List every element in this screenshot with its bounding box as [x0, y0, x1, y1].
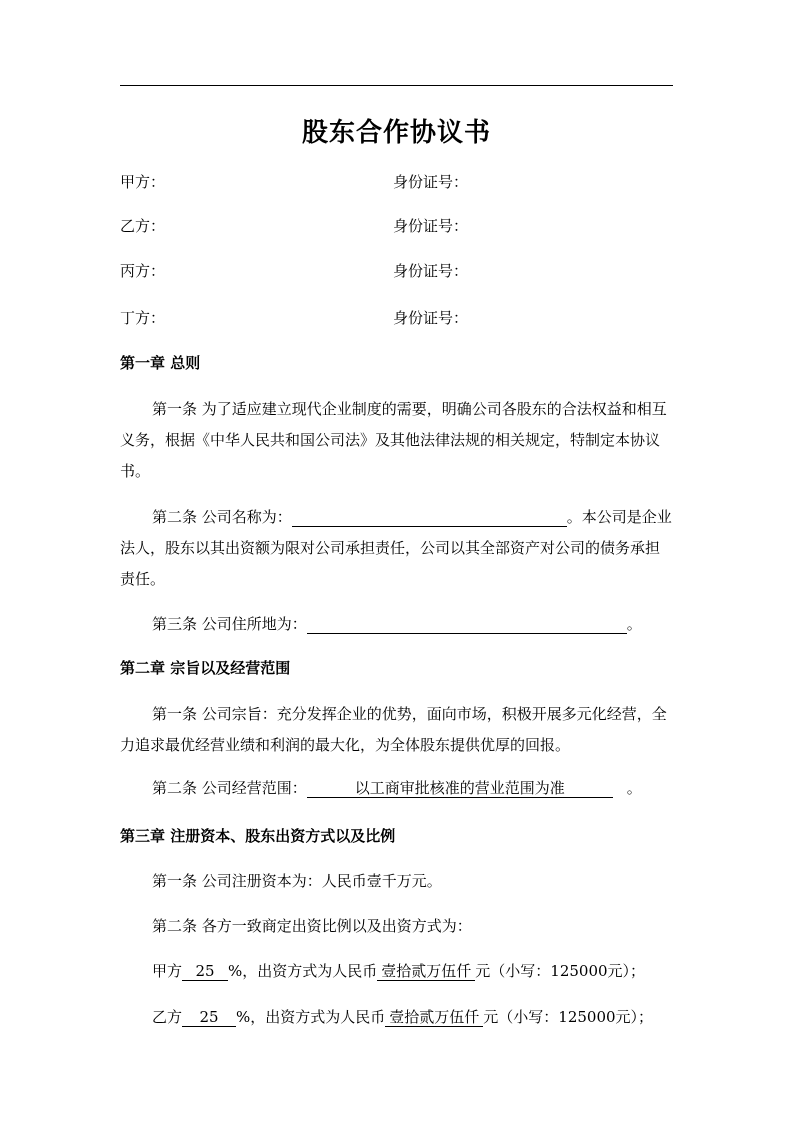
row-text: %，出资方式为人民币 — [228, 962, 378, 980]
article-text: 。本公司是企业法人，股东以其出资额为限对公司承担责任，公司以其全部资产对公司的债务承担责任。 — [120, 508, 672, 588]
amount-value: 壹拾贰万伍仟 — [377, 962, 475, 981]
percent-value: 25 — [182, 1008, 236, 1027]
article-paragraph — [120, 502, 673, 595]
article-text: 第三条 公司住所地为： — [152, 615, 307, 633]
business-scope-value: 以工商审批核准的营业范围为准 — [307, 779, 613, 798]
article-text: 第二条 公司名称为： — [152, 508, 292, 526]
id-label: 身份证号： — [393, 309, 469, 327]
article-paragraph: 第一条 公司注册资本为：人民币壹千万元。 — [152, 872, 442, 890]
party-label: 甲方： — [120, 173, 166, 191]
party-name: 乙方 — [152, 1008, 183, 1026]
article-text: 第二条 公司经营范围： — [152, 779, 307, 797]
party-label: 丙方： — [120, 262, 166, 280]
company-name-blank — [292, 508, 567, 527]
party-label: 乙方： — [120, 217, 166, 235]
article-text: 。 — [626, 779, 642, 797]
chapter-heading: 第三章 注册资本、股东出资方式以及比例 — [120, 827, 396, 845]
row-text: %，出资方式为人民币 — [236, 1008, 386, 1026]
id-label: 身份证号： — [393, 173, 469, 191]
chapter-heading: 第二章 宗旨以及经营范围 — [120, 659, 291, 677]
chapter-heading: 第一章 总则 — [120, 354, 201, 372]
percent-value: 25 — [182, 962, 228, 981]
party-label: 丁方： — [120, 309, 166, 327]
header-rule — [120, 85, 673, 86]
contribution-row — [120, 1002, 673, 1033]
id-label: 身份证号： — [393, 217, 469, 235]
article-paragraph — [120, 773, 673, 804]
article-paragraph — [120, 609, 673, 640]
row-text: 元（小写：125000元）； — [475, 962, 646, 980]
article-text: 。 — [626, 615, 642, 633]
document-title: 股东合作协议书 — [301, 118, 491, 148]
contribution-row — [120, 956, 673, 987]
amount-value: 壹拾贰万伍仟 — [385, 1008, 483, 1027]
company-address-blank — [307, 615, 627, 634]
row-text: 元（小写：125000元）； — [483, 1008, 654, 1026]
id-label: 身份证号： — [393, 262, 469, 280]
article-paragraph: 第二条 各方一致商定出资比例以及出资方式为： — [152, 917, 472, 935]
article-paragraph: 第一条 公司宗旨：充分发挥企业的优势，面向市场，积极开展多元化经营，全力追求最优经营业绩和利润的最大化，为全体股东提供优厚的回报。 — [120, 705, 667, 754]
article-paragraph: 第一条 为了适应建立现代企业制度的需要，明确公司各股东的合法权益和相互义务，根据《中华人民共和国公司法》及其他法律法规的相关规定，特制定本协议书。 — [120, 400, 667, 480]
party-name: 甲方 — [152, 962, 183, 980]
